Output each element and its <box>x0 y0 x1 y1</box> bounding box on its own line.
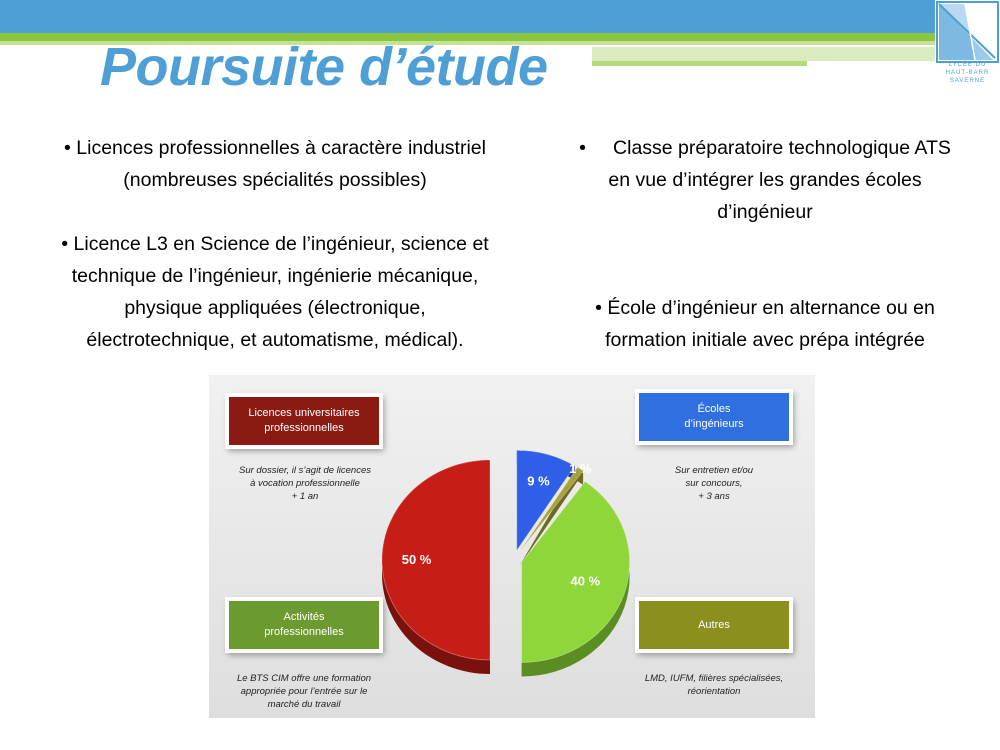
logo-text-1: LYCÉE DU <box>948 62 987 68</box>
bullet-licence-l3-line1: • Licence L3 en Science de l’ingénieur, science et <box>61 233 489 255</box>
pie-label-0: 50 % <box>401 552 432 567</box>
bullet-licence-l3-line3: physique appliquées (électronique, <box>124 297 426 319</box>
bullet-ecole-line1: • École d’ingénieur en alternance ou en <box>595 297 935 319</box>
category-licences-desc: Sur dossier, il s’agit de licences à vocation professionnelle + 1 an <box>238 465 371 502</box>
bullet-ecole-line2: formation initiale avec prépa intégrée <box>605 329 925 351</box>
bullet-licence-l3-line2: technique de l’ingénieur, ingénierie mécanique, <box>71 265 479 287</box>
category-autres-box: Autres <box>639 601 789 649</box>
category-licences-box: Licences universitaires professionnelles <box>229 397 379 445</box>
category-ecoles-box: Écoles d’ingénieurs <box>639 393 789 441</box>
bullet-ats-line2: en vue d’intégrer les grandes écoles <box>608 169 922 191</box>
category-activites-desc: Le BTS CIM offre une formation appropriée pour l’entrée sur le marché du travail <box>236 673 372 710</box>
bullet-ats-line1: • Classe préparatoire technologique ATS <box>579 137 951 159</box>
category-activites-box: Activités professionnelles <box>229 601 379 649</box>
header-blue-band <box>0 0 935 33</box>
bullet-licences-pro-line1: • Licences professionnelles à caractère industriel <box>64 137 486 159</box>
bullet-licence-l3-line4: électrotechnique, et automatisme, médical). <box>86 329 464 351</box>
pie-label-2: 1 % <box>569 461 592 477</box>
bullet-licences-pro-line2: (nombreuses spécialités possibles) <box>123 169 427 191</box>
pie-label-1: 9 % <box>527 473 550 489</box>
title-decoration <box>592 47 935 61</box>
left-bullet-column <box>10 132 540 356</box>
pie-label-3: 40 % <box>570 573 601 589</box>
logo-text-2: HAUT-BARR <box>945 70 990 76</box>
title-decoration-2 <box>592 61 807 66</box>
category-autres-desc: LMD, IUFM, filières spécialisées, réorientation <box>644 673 784 697</box>
logo-text-3: SAVERNE <box>949 78 986 84</box>
slide-title: Poursuite d’étude <box>100 37 548 97</box>
right-bullet-column <box>545 132 985 356</box>
pie-slice-0 <box>382 460 490 660</box>
bullet-ats-line3: d’ingénieur <box>717 201 813 223</box>
pie-chart-panel <box>209 375 815 718</box>
category-ecoles-desc: Sur entretien et/ou sur concours, + 3 ans <box>674 465 754 502</box>
